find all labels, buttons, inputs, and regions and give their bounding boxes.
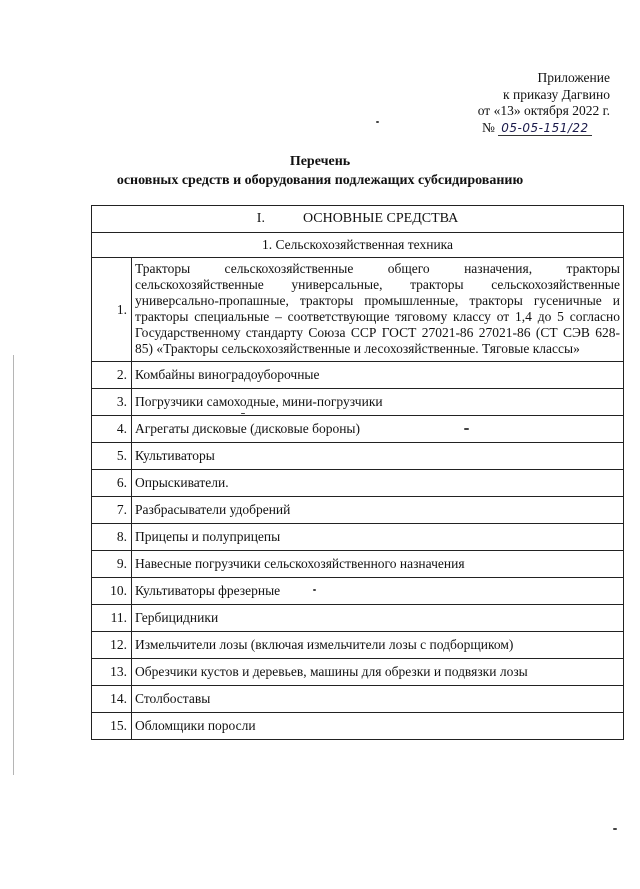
scan-margin-line <box>13 355 14 775</box>
table-row <box>92 713 624 740</box>
item-number: 14. <box>92 686 132 713</box>
handwritten-order-number: 05-05-151/22 <box>498 121 591 136</box>
title-line-1: Перечень <box>289 154 351 169</box>
scan-speck <box>613 828 617 830</box>
table-row <box>92 470 624 497</box>
section-roman-numeral: I. <box>256 211 265 226</box>
section-title: ОСНОВНЫЕ СРЕДСТВА <box>302 211 459 226</box>
item-number: 5. <box>92 443 132 470</box>
appendix-date: от «13» октября 2022 г. <box>477 103 610 118</box>
item-number: 7. <box>92 497 132 524</box>
document-title <box>0 152 640 190</box>
subsection-header-cell: 1. Сельскохозяйственная техника <box>92 233 624 258</box>
appendix-order-ref: к приказу Дагвино <box>503 86 610 102</box>
item-name: Разбрасыватели удобрений <box>132 497 624 524</box>
appendix-header <box>478 70 610 136</box>
item-number: 11. <box>92 605 132 632</box>
table-row <box>92 578 624 605</box>
appendix-label: Приложение <box>537 70 610 85</box>
item-number: 8. <box>92 524 132 551</box>
table-row <box>92 416 624 443</box>
scan-speck <box>313 589 316 591</box>
item-number: 1. <box>92 258 132 362</box>
item-number: 10. <box>92 578 132 605</box>
item-name: Измельчители лозы (включая измельчители лозы с подборщиком) <box>132 632 624 659</box>
table-row <box>92 551 624 578</box>
subsection-row <box>92 233 624 258</box>
item-number: 15. <box>92 713 132 740</box>
table-row <box>92 258 624 362</box>
item-name: Столбоставы <box>132 686 624 713</box>
item-name: Прицепы и полуприцепы <box>132 524 624 551</box>
table-row <box>92 497 624 524</box>
table-row <box>92 686 624 713</box>
item-number: 4. <box>92 416 132 443</box>
item-number: 3. <box>92 389 132 416</box>
item-name: Погрузчики самоходные, мини-погрузчики <box>132 389 624 416</box>
appendix-number-line <box>478 120 610 137</box>
item-name: Комбайны виноградоуборочные <box>132 362 624 389</box>
table-row <box>92 524 624 551</box>
item-name: Тракторы сельскохозяйственные общего назначения, тракторы сельскохозяйственные универсальные, тракторы сельскохозяйственные универсально-пропашные, тракторы промышленные, тракторы гусеничные и тракторы специальные – соответствующие тяговому классу от 1,4 до 5 согласно Государственному стандарту Союза ССР ГОСТ 27021-86 27021-86 (СТ СЭВ 628-85) «Тракторы сельскохозяйственные и лесохозяйственные. Тяговые классы» <box>132 258 624 362</box>
item-name: Культиваторы фрезерные <box>132 578 624 605</box>
section-header-cell <box>92 206 624 233</box>
scan-speck <box>464 428 469 430</box>
item-number: 6. <box>92 470 132 497</box>
item-number: 2. <box>92 362 132 389</box>
item-number: 12. <box>92 632 132 659</box>
item-name: Обрезчики кустов и деревьев, машины для обрезки и подвязки лозы <box>132 659 624 686</box>
table-row <box>92 389 624 416</box>
item-number: 9. <box>92 551 132 578</box>
item-name: Гербицидники <box>132 605 624 632</box>
equipment-table <box>91 205 624 740</box>
scan-speck <box>376 121 379 123</box>
section-row <box>92 206 624 233</box>
item-name: Опрыскиватели. <box>132 470 624 497</box>
table-row <box>92 605 624 632</box>
table-row <box>92 443 624 470</box>
table-row <box>92 362 624 389</box>
table-row <box>92 659 624 686</box>
title-line-2: основных средств и оборудования подлежащих субсидированию <box>116 173 524 188</box>
number-sign: № <box>482 119 495 135</box>
table-row <box>92 632 624 659</box>
item-name: Навесные погрузчики сельскохозяйственного назначения <box>132 551 624 578</box>
item-name: Обломщики поросли <box>132 713 624 740</box>
item-number: 13. <box>92 659 132 686</box>
item-name: Культиваторы <box>132 443 624 470</box>
scan-speck <box>241 413 245 414</box>
item-name: Агрегаты дисковые (дисковые бороны) <box>132 416 624 443</box>
